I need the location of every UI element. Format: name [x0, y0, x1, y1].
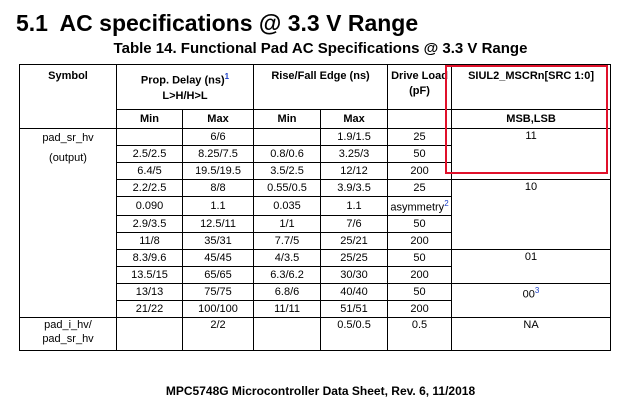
- table-cell: 2.2/2.5: [117, 180, 183, 197]
- table-cell: 200: [388, 163, 452, 180]
- section-title: AC specifications @ 3.3 V Range: [59, 10, 419, 36]
- footnote-3-link[interactable]: 3: [534, 285, 540, 295]
- table-cell: 19.5/19.5: [183, 163, 254, 180]
- table-cell: 2.5/2.5: [117, 146, 183, 163]
- table-cell: 0.55/0.5: [254, 180, 321, 197]
- table-cell: 100/100: [183, 300, 254, 317]
- mscr-value: 01: [452, 249, 611, 283]
- table-cell: 2.9/3.5: [117, 215, 183, 232]
- spec-table: [19, 64, 611, 351]
- page-footer: MPC5748G Microcontroller Data Sheet, Rev. 6, 11/2018: [165, 384, 476, 398]
- table-cell: 51/51: [321, 300, 388, 317]
- table-cell: 50: [388, 146, 452, 163]
- mscr-value: 10: [452, 180, 611, 250]
- table-cell: 4/3.5: [254, 249, 321, 266]
- table-cell: 6/6: [183, 129, 254, 146]
- table-cell: [117, 317, 183, 350]
- table-cell: 25/21: [321, 232, 388, 249]
- table-caption: Table 14. Functional Pad AC Specifications @ 3.3 V Range: [113, 40, 528, 57]
- header-prop-min: Min: [117, 110, 183, 129]
- table-cell: 200: [388, 266, 452, 283]
- table-row: [20, 129, 611, 146]
- table-cell: 1.9/1.5: [321, 129, 388, 146]
- mscr-value: $00^3$: [452, 283, 611, 317]
- table-cell: 3.9/3.5: [321, 180, 388, 197]
- table-cell: 8.25/7.5: [183, 146, 254, 163]
- footnote-2-link[interactable]: 2: [444, 199, 449, 208]
- table-cell: 25/25: [321, 249, 388, 266]
- header-rf-max: Max: [321, 110, 388, 129]
- table-row: [20, 317, 611, 350]
- symbol-cell: pad_sr_hv (output): [20, 129, 117, 318]
- header-prop-delay: Prop. Delay (ns)$^1$ L>H/H>L: [117, 65, 254, 110]
- table-cell: 50: [388, 283, 452, 300]
- header-rf-min: Min: [254, 110, 321, 129]
- table-cell: 6.8/6: [254, 283, 321, 300]
- table-cell: 12.5/11: [183, 215, 254, 232]
- table-cell: 65/65: [183, 266, 254, 283]
- table-cell: [254, 129, 321, 146]
- table-cell: 8/8: [183, 180, 254, 197]
- table-cell: 1/1: [254, 215, 321, 232]
- table-cell: 1.1: [321, 197, 388, 216]
- table-cell: 6.4/5: [117, 163, 183, 180]
- header-prop-max: Max: [183, 110, 254, 129]
- table-cell: 7.7/5: [254, 232, 321, 249]
- table-cell: 3.5/2.5: [254, 163, 321, 180]
- table-cell: 200: [388, 232, 452, 249]
- table-cell: 50: [388, 215, 452, 232]
- table-cell: 40/40: [321, 283, 388, 300]
- table-cell: 3.25/3: [321, 146, 388, 163]
- footnote-1-link[interactable]: 1: [224, 72, 230, 81]
- table-cell: 6.3/6.2: [254, 266, 321, 283]
- header-siul-mscr: SIUL2_MSCRn[SRC 1:0]: [452, 65, 611, 110]
- table-cell: 0.035: [254, 197, 321, 216]
- section-heading: [16, 10, 418, 37]
- header-symbol: Symbol: [20, 65, 117, 129]
- table-cell: 0.5: [388, 317, 452, 350]
- table-cell: 45/45: [183, 249, 254, 266]
- table-cell: 50: [388, 249, 452, 266]
- symbol-cell: pad_i_hv/ pad_sr_hv: [20, 317, 117, 350]
- table-cell: 35/31: [183, 232, 254, 249]
- header-msb-lsb: MSB,LSB: [452, 110, 611, 129]
- mscr-value: 11: [452, 129, 611, 180]
- table-cell: 21/22: [117, 300, 183, 317]
- table-cell: [254, 317, 321, 350]
- table-cell: 0.090: [117, 197, 183, 216]
- table-cell: 11/11: [254, 300, 321, 317]
- table-cell: 0.8/0.6: [254, 146, 321, 163]
- table-cell: 7/6: [321, 215, 388, 232]
- table-cell: 1.1: [183, 197, 254, 216]
- table-cell: 75/75: [183, 283, 254, 300]
- header-rise-fall: Rise/Fall Edge (ns): [254, 65, 388, 110]
- table-cell: 25: [388, 180, 452, 197]
- table-cell: 12/12: [321, 163, 388, 180]
- mscr-value: NA: [452, 317, 611, 350]
- table-cell: 25: [388, 129, 452, 146]
- table-cell: 13/13: [117, 283, 183, 300]
- table-cell: 2/2: [183, 317, 254, 350]
- table-cell: asymmetry$^2$: [388, 197, 452, 216]
- header-drive-load: Drive Load (pF): [388, 65, 452, 110]
- section-number: 5.1: [16, 10, 48, 36]
- table-cell: 13.5/15: [117, 266, 183, 283]
- table-cell: 11/8: [117, 232, 183, 249]
- header-drive-load-blank: [388, 110, 452, 129]
- table-cell: 200: [388, 300, 452, 317]
- table-cell: [117, 129, 183, 146]
- table-cell: 0.5/0.5: [321, 317, 388, 350]
- table-cell: 30/30: [321, 266, 388, 283]
- table-cell: 8.3/9.6: [117, 249, 183, 266]
